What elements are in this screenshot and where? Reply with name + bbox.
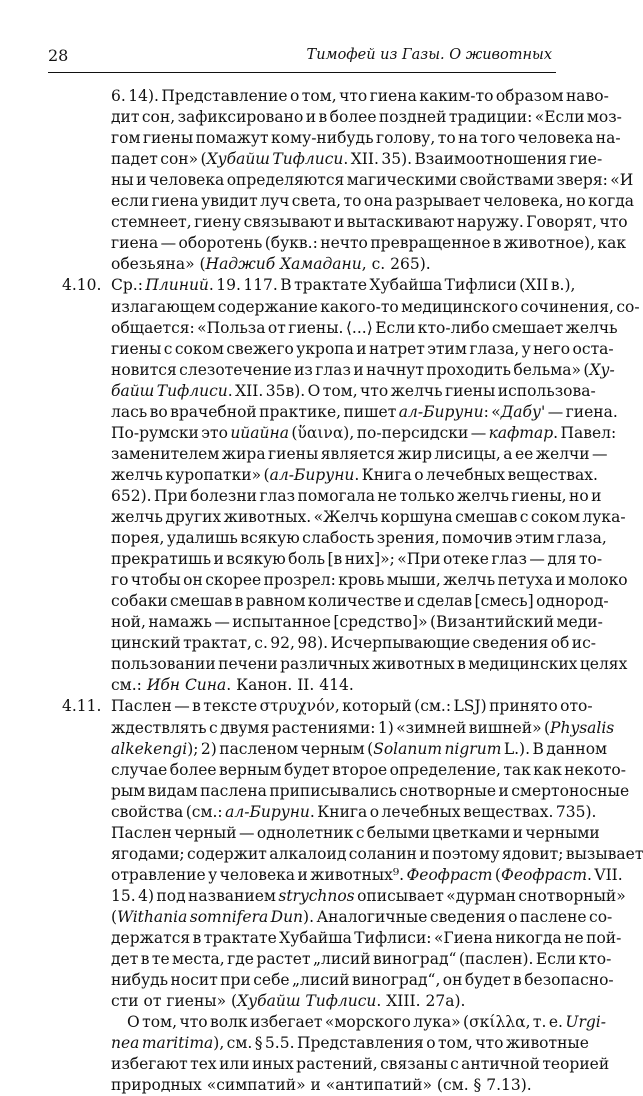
text-line: желчь куропатки» (ал-Бируни. Книга о лечебных веществах.	[111, 465, 598, 484]
text-line: свойства (см.: ал-Бируни. Книга о лечебных веществах. 735).	[111, 802, 597, 821]
text-line: Ср.: Плиний. 19. 117. В трактате Хубайша Тифлиси (XII в.),	[111, 276, 576, 295]
text-line: падет сон» (Хубайш Тифлиси. XII. 35). Взаимоотношения гие-	[111, 150, 603, 169]
page-number: 28	[48, 46, 69, 65]
text-line: гом гиены помажут кому-нибудь голову, то на того человека на-	[111, 129, 621, 148]
text-line: ны и человека определяются магическими свойствами зверя: «И	[111, 171, 634, 190]
text-line: О том, что волк избегает «морского лука» (σκίλλα, т. е. Urgi-	[127, 1013, 606, 1032]
text-line: отравление у человека и животных⁹. Феофраст (Феофраст. VII.	[111, 865, 623, 884]
text-line: стемнеет, гиену связывают и вытаскивают наружу. Говорят, что	[111, 213, 628, 232]
text-line: гиена — оборотень (букв.: нечто превращенное в животное), как	[111, 234, 627, 253]
text-line: рым видам паслена приписывались снотворные и смертоносные	[111, 781, 630, 800]
text-line: излагающем содержание какого-то медицинского сочинения, со-	[111, 297, 640, 316]
text-line: если гиена увидит луч света, то она разрывает человека, но когда	[111, 192, 635, 211]
text-line: nea maritima), см. § 5.5. Представления о том, что животные	[111, 1034, 589, 1053]
text-line: см.: Ибн Сина. Канон. II. 414.	[111, 676, 354, 695]
text-line: alkekengi); 2) пасленом черным (Solanum nigrum L.). В данном	[111, 739, 608, 758]
text-line: случае более верным будет второе определение, так как некото-	[111, 760, 626, 779]
text-line: По-румски это ийайна (ὕαινα), по-персидски — кафтар. Павел:	[111, 423, 617, 442]
entry-marker: 4.11.	[62, 697, 102, 716]
text-line: дет в те места, где растет „лисий виноград“ (паслен). Если кто-	[111, 950, 612, 969]
running-title: Тимофей из Газы. О животных	[306, 47, 552, 63]
text-line: 15. 4) под названием strychnos описывает «дурман снотворный»	[111, 886, 626, 905]
text-line: прекратишь и всякую боль [в них]»; «При отеке глаз — для то-	[111, 550, 603, 569]
text-line: Паслен — в тексте στρυχνόν, который (см.: LSJ) принято ото-	[111, 697, 593, 716]
text-line: держатся в трактате Хубайша Тифлиси: «Гиена никогда не пой-	[111, 929, 622, 947]
text-line: 6. 14). Представление о том, что гиена каким-то образом наво-	[111, 87, 609, 105]
text-line: го чтобы он скорее прозрел: кровь мыши, желчь петуха и молоко	[111, 571, 628, 590]
text-line: ждествлять с двумя растениями: 1) «зимней вишней» (Physalis	[111, 718, 615, 737]
text-line: избегают тех или иных растений, связаны с античной теорией	[111, 1055, 610, 1074]
text-line: цинский трактат, с. 92, 98). Исчерпывающие сведения об ис-	[111, 634, 597, 653]
header-rule	[48, 72, 556, 73]
text-line: Паслен черный — однолетник с белыми цветками и черными	[111, 823, 600, 842]
text-line: (Withania somnifera Dun). Аналогичные сведения о паслене со-	[111, 907, 613, 926]
text-line: нибудь носит при себе „лисий виноград“, он будет в безопасно-	[111, 971, 614, 990]
text-line: порея, удалишь всякую слабость зрения, помочив этим глаза,	[111, 529, 607, 548]
text-line: 652). При болезни глаз помогала не только желчь гиены, но и	[111, 486, 602, 505]
text-line: природных «симпатий» и «антипатий» (см. § 7.13).	[111, 1076, 532, 1095]
text-line: заменителем жира гиены является жир лисицы, а ее желчи —	[111, 444, 608, 463]
text-line: гиены с соком свежего укропа и натрет этим глаза, у него оста-	[111, 339, 614, 358]
text-line: лась во врачебной практике, пишет ал-Бируни: «Дабу' — гиена.	[111, 402, 618, 421]
text-line: желчь других животных. «Желчь коршуна смешав с соком лука-	[111, 508, 626, 526]
text-line: новится слезотечение из глаз и начнут проходить бельма» (Ху-	[111, 360, 615, 379]
text-line: пользовании печени различных животных в медицинских целях	[111, 655, 628, 674]
page-header	[48, 46, 552, 72]
text-line: байш Тифлиси. XII. 35в). О том, что желчь гиены использова-	[111, 381, 596, 400]
entry-marker: 4.10.	[62, 276, 102, 295]
text-line: ягодами; содержит алкалоид соланин и поэтому ядовит; вызывает	[111, 844, 643, 863]
text-line: сти от гиены» (Хубайш Тифлиси. XIII. 27а).	[111, 992, 466, 1011]
text-line: дит сон, зафиксировано и в более поздней традиции: «Если моз-	[111, 108, 622, 127]
text-line: общается: «Польза от гиены. ⟨...⟩ Если кто-либо смешает желчь	[111, 318, 618, 337]
text-line: ной, намажь — испытанное [средство]» (Византийский меди-	[111, 613, 603, 632]
text-line: обезьяна» (Наджиб Хамадани, с. 265).	[111, 255, 431, 274]
text-line: собаки смешав в равном количестве и сделав [смесь] однород-	[111, 592, 609, 611]
